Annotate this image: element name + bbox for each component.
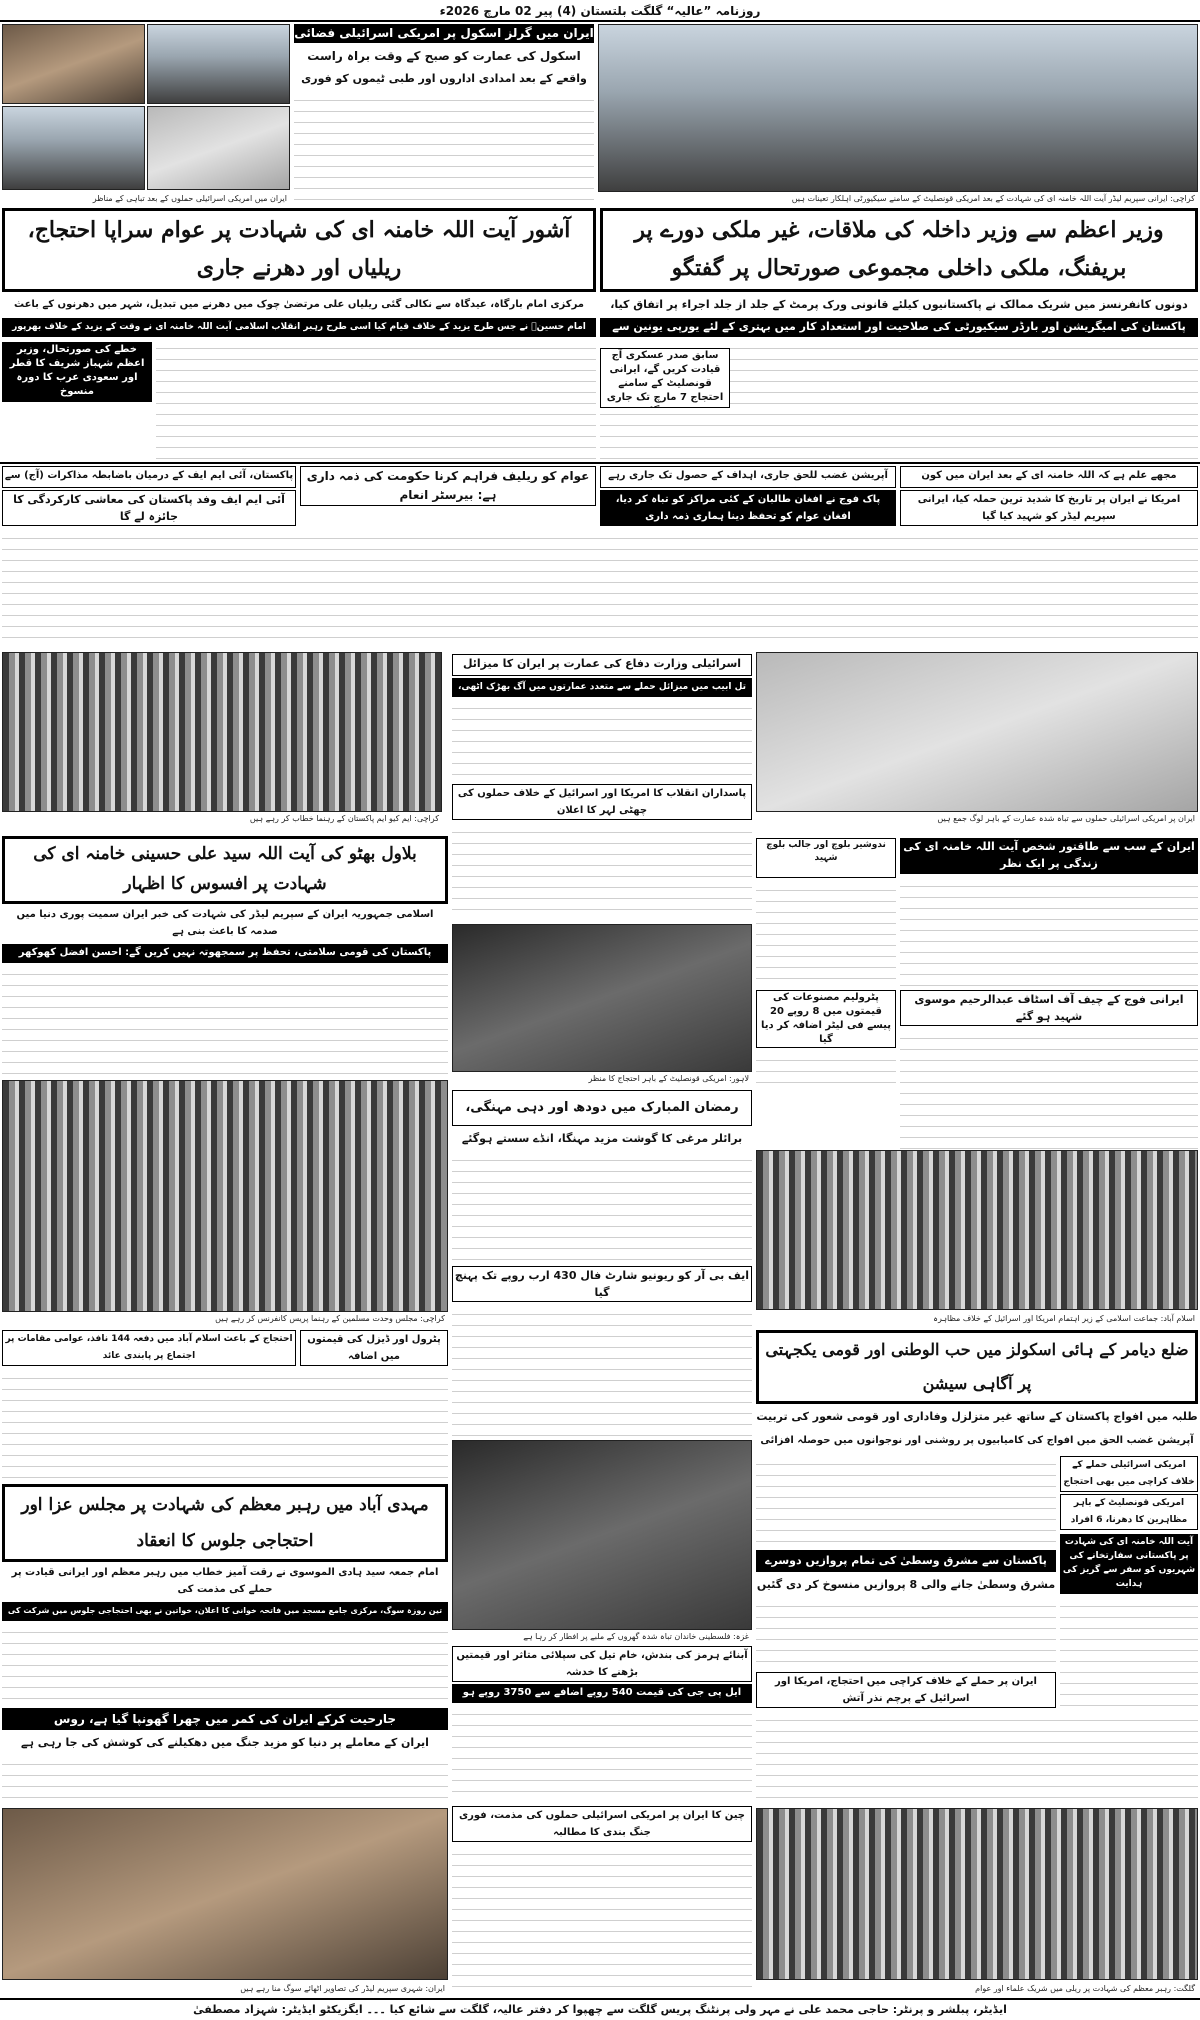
headline-operation: آپریشن غضب للحق جاری، اہداف کے حصول تک جاری رہے bbox=[600, 466, 896, 488]
box-petrol-price: پٹرولیم مصنوعات کی قیمتوں میں 8 روپے 20 پیسے فی لیٹر اضافہ کر دیا گیا bbox=[756, 990, 896, 1048]
body-bilawal bbox=[2, 966, 448, 1076]
photo-security-karachi bbox=[598, 24, 1198, 192]
subhead-interior: دونوں کانفرنسز میں شریک ممالک نے پاکستانیوں کیلئے قانونی ورک پرمٹ کے جلد از جلد اجراء پر اتفاق کیا، bbox=[610, 298, 1188, 311]
photo-gaza-iftar bbox=[452, 1440, 752, 1630]
body-row7-left bbox=[2, 1370, 448, 1480]
photo-caption-lahore: لاہور: امریکی قونصلیٹ کے باہر احتجاج کا منظر bbox=[588, 1074, 749, 1083]
photo-caption-ji: اسلام آباد: جماعت اسلامی کے زیر اہتمام امریکا اور اسرائیل کے خلاف مظاہرہ bbox=[933, 1314, 1195, 1323]
headline-karachi-flags: ایران پر حملے کے خلاف کراچی میں احتجاج، امریکا اور اسرائیل کے پرچم نذر آتش bbox=[756, 1672, 1056, 1708]
photo-caption-destroyed: ایران پر امریکی اسرائیلی حملوں سے تباہ شدہ عمارت کے باہر لوگ جمع ہیں bbox=[937, 814, 1195, 823]
headline-us-president-b: امریکا نے ایران پر تاریخ کا شدید ترین حملہ کیا، ایرانی سپریم لیڈر کو شہید کیا گیا bbox=[900, 490, 1198, 526]
photo-smoke-2 bbox=[147, 106, 290, 190]
photo-caption-left: ایران میں امریکی اسرائیلی حملوں کے بعد تباہی کے مناظر bbox=[92, 194, 287, 203]
headline-us-president: مجھے علم ہے کہ اللہ خامنہ ای کے بعد ایران میں کون bbox=[900, 466, 1198, 488]
bar-mourning: تین روزہ سوگ، مرکزی جامع مسجد میں فاتحہ خوانی کا اعلان، خواتین نے بھی احتجاجی جلوس میں شرکت کی bbox=[2, 1602, 448, 1621]
subhead-relief: واقعے کے بعد امدادی اداروں اور طبی ٹیموں کو فوری bbox=[301, 72, 587, 85]
body-diamer bbox=[756, 1456, 1056, 1546]
photo-mwm-press bbox=[2, 1080, 448, 1312]
photo-caption-mourners: ایران: شہری سپریم لیڈر کی تصاویر اٹھائے سوگ منا رہے ہیں bbox=[240, 1984, 445, 1993]
body-fbr bbox=[452, 1306, 752, 1436]
body-row3 bbox=[2, 530, 1198, 648]
headline-army-chief: ایرانی فوج کے چیف آف اسٹاف عبدالرحیم موسوی شہید ہو گئے bbox=[900, 990, 1198, 1026]
divider-row3 bbox=[0, 462, 1200, 464]
photo-gilgit-rally bbox=[756, 1808, 1198, 1980]
photo-fire bbox=[2, 24, 145, 104]
box-petrol-diesel: پٹرول اور ڈیزل کی قیمتوں میں اضافہ bbox=[300, 1330, 448, 1366]
headline-irgc-wave: پاسداران انقلاب کا امریکا اور اسرائیل کے خلاف حملوں کی چھٹی لہر کا اعلان bbox=[452, 784, 752, 820]
subhead-russia: ایران کے معاملے پر دنیا کو مزید جنگ میں دھکیلنے کی کوشش کی جا رہی ہے bbox=[21, 1736, 429, 1749]
subhead-diamer-1: طلبہ میں افواج پاکستان کے ساتھ غیر متزلزل وفاداری اور قومی شعور کی تربیت bbox=[756, 1410, 1198, 1423]
headline-china: چین کا ایران پر امریکی اسرائیلی حملوں کی مذمت، فوری جنگ بندی کا مطالبہ bbox=[452, 1806, 752, 1842]
photo-caption-mqm: کراچی: ایم کیو ایم پاکستان کے رہنما خطاب کر رہے ہیں bbox=[249, 814, 439, 823]
subhead-diamer-2: آپریشن غضب الحق میں افواج کی کامیابیوں پر روشنی اور نوجوانوں میں حوصلہ افزائی bbox=[760, 1435, 1194, 1446]
photo-destroyed-building bbox=[756, 652, 1198, 812]
subhead-protest: مرکزی امام بارگاہ، عیدگاہ سے نکالی گئی ریلیاں علی مرتضیٰ چوک میں دھرنے میں تبدیل، شہر میں دھرنوں کے باعث bbox=[13, 299, 584, 310]
body-school bbox=[294, 92, 594, 202]
body-row2-left bbox=[156, 340, 596, 460]
bar-imam-hussain: امام حسینؑ نے جس طرح یزید کے خلاف قیام کیا اسی طرح رہبر انقلاب اسلامی آیت اللہ خامنہ ای نے وقت کے یزید کے خلاف بھرپور bbox=[2, 318, 596, 337]
photo-caption-right: کراچی: ایرانی سپریم لیڈر آیت اللہ خامنہ ای کی شہادت کے بعد امریکی قونصلیٹ کے سامنے سیکیورٹی اہلکار تعینات ہیں bbox=[791, 194, 1195, 203]
body-mehdiabad bbox=[2, 1624, 448, 1704]
body-israel bbox=[452, 700, 752, 780]
headline-school-strike: ایران میں گرلز اسکول پر امریکی اسرائیلی فضائی bbox=[294, 24, 594, 43]
subhead-broiler: برائلر مرغی کا گوشت مزید مہنگا، انڈے سستے ہوگئے bbox=[461, 1132, 743, 1145]
subhead-flights: مشرق وسطیٰ جانے والی 8 پروازیں منسوخ کر دی گئیں bbox=[756, 1578, 1056, 1591]
photo-caption-mwm: کراچی: مجلس وحدت مسلمین کے رہنما پریس کانفرنس کر رہے ہیں bbox=[215, 1314, 445, 1323]
body-lpg bbox=[452, 1706, 752, 1802]
headline-milk-prices: رمضان المبارک میں دودھ اور دہی مہنگی، bbox=[452, 1090, 752, 1126]
headline-israel-ministry: اسرائیلی وزارت دفاع کی عمارت پر ایران کا میزائل bbox=[452, 654, 752, 676]
headline-section-144: احتجاج کے باعث اسلام آباد میں دفعہ 144 نافذ، عوامی مقامات پر اجتماع پر پابندی عائد bbox=[2, 1330, 296, 1366]
box-embassy-advice: آیت اللہ خامنہ ای کی شہادت پر پاکستانی سفارتخانے کی شہریوں کو سفر سے گریز کی ہدایت bbox=[1060, 1534, 1198, 1594]
headline-barrister: عوام کو ریلیف فراہم کرنا حکومت کی ذمہ داری ہے: بیرسٹر انعام bbox=[300, 466, 596, 506]
subhead-bilawal: اسلامی جمہوریہ ایران کے سپریم لیڈر کی شہادت کی خبر ایران سمیت پوری دنیا میں صدمہ کا باعث بنی ہے bbox=[16, 909, 434, 937]
box-baloch: ندوشیر بلوچ اور جالب بلوچ شہید bbox=[756, 838, 896, 878]
photo-caption-gilgit: گلگت: رہبر معظم کی شہادت پر ریلی میں شریک علماء اور عوام bbox=[975, 1984, 1195, 1993]
banner-protest: آشور آیت اللہ خامنہ ای کی شہادت پر عوام سراپا احتجاج، ریلیاں اور دھرنے جاری bbox=[2, 208, 596, 292]
masthead: روزنامہ ”عالیہ“ گلگت بلتستان (4) پیر 02 مارچ 2026ء bbox=[0, 0, 1200, 22]
body-row5-midright-2 bbox=[756, 1052, 896, 1084]
photo-lahore-protest bbox=[452, 924, 752, 1072]
body-embassy bbox=[1060, 1598, 1198, 1708]
headline-imf-b: آئی ایم ایف وفد پاکستان کی معاشی کارکردگی کا جائزہ لے گا bbox=[2, 490, 296, 526]
headline-fbr-shortfall: ایف بی آر کو ریونیو شارٹ فال 430 ارب روپے تک پہنچ گیا bbox=[452, 1266, 752, 1302]
body-army-chief bbox=[900, 1030, 1198, 1150]
headline-flights: پاکستان سے مشرق وسطیٰ کی تمام پروازیں دوسرے bbox=[756, 1550, 1056, 1572]
body-khamenei-life bbox=[900, 878, 1198, 988]
headline-russia: جارحیت کرکے ایران کی کمر میں چھرا گھونپا گیا ہے، روس bbox=[2, 1708, 448, 1730]
photo-skyline bbox=[147, 24, 290, 104]
headline-hormuz: آبنائے ہرمز کی بندش، خام تیل کی سپلائی متاثر اور قیمتیں بڑھنے کا خدشہ bbox=[452, 1646, 752, 1682]
photo-caption-gaza: غزہ: فلسطینی خاندان تباہ شدہ گھروں کے ملبے پر افطار کر رہا ہے bbox=[523, 1632, 749, 1641]
photo-smoke-1 bbox=[2, 106, 145, 190]
footer-imprint: ایڈیٹر، پبلشر و پرنٹر: حاجی محمد علی نے مہر ولی پرنٹنگ پریس گلگت سے چھپوا کر دفتر عالیہ، گلگت سے شائع کیا ۔۔۔ ایگزیکٹو ایڈیٹر: شہزاد مصطفیٰ bbox=[0, 1998, 1200, 2020]
box-consulate-sitin: امریکی قونصلیٹ کے باہر مظاہرین کا دھرنا، 6 افراد bbox=[1060, 1494, 1198, 1530]
photo-mqm-gathering bbox=[2, 652, 442, 812]
banner-interior-minister: وزیر اعظم سے وزیر داخلہ کی ملاقات، غیر ملکی دورے پر بریفنگ، ملکی داخلی مجموعی صورتحال پر گفتگو bbox=[600, 208, 1198, 292]
bar-tel-aviv: تل ابیب میں میزائل حملے سے متعدد عمارتوں میں آگ بھڑک اٹھی، bbox=[452, 678, 752, 697]
box-askari: سابق صدر عسکری آج قیادت کریں گے، ایرانی قونصلیٹ کے سامنے احتجاج 7 مارچ تک جاری bbox=[600, 348, 730, 408]
body-karachi-flags bbox=[756, 1712, 1198, 1804]
body-china bbox=[452, 1846, 752, 1994]
bar-lpg-price: ایل پی جی کی قیمت 540 روپے اضافے سے 3750 روپے ہو bbox=[452, 1684, 752, 1703]
body-prices bbox=[452, 1152, 752, 1262]
bar-immigration: پاکستان کی امیگریشن اور بارڈر سیکیورٹی کی صلاحیت اور استعداد کار میں بہتری کے لئے یورپی یونین سے bbox=[600, 318, 1198, 337]
headline-imf: پاکستان، آئی ایم ایف کے درمیان باضابطہ مذاکرات (آج) سے bbox=[2, 466, 296, 488]
body-row5-mid-top bbox=[452, 824, 752, 920]
headline-khamenei-life: ایران کے سب سے طاقتور شخص آیت اللہ خامنہ ای کی زندگی پر ایک نظر bbox=[900, 838, 1198, 874]
photo-iran-mourners bbox=[2, 1808, 448, 1980]
banner-mehdiabad: مہدی آباد میں رہبر معظم کی شہادت پر مجلس عزا اور احتجاجی جلوس کا انعقاد bbox=[2, 1484, 448, 1562]
body-row5-midright bbox=[756, 882, 896, 986]
body-flights bbox=[756, 1598, 1056, 1668]
banner-bilawal: بلاول بھٹو کی آیت اللہ سید علی حسینی خامنہ ای کی شہادت پر افسوس کا اظہار bbox=[2, 836, 448, 904]
subhead-school: اسکول کی عمارت کو صبح کے وقت براہ راست bbox=[307, 49, 581, 63]
bar-ahsan-khokhar: پاکستان کی قومی سلامتی، تحفظ پر سمجھوتہ نہیں کریں گے: احسن افضل کھوکھر bbox=[2, 944, 448, 963]
box-pm-visit: خطے کی صورتحال، وزیر اعظم شہباز شریف کا قطر اور سعودی عرب کا دورہ منسوخ bbox=[2, 342, 152, 402]
banner-diamer-session: ضلع دیامر کے ہائی اسکولز میں حب الوطنی اور قومی یکجہتی پر آگاہی سیشن bbox=[756, 1330, 1198, 1404]
body-russia bbox=[2, 1756, 448, 1806]
box-karachi-protest: امریکی اسرائیلی حملے کے خلاف کراچی میں بھی احتجاج bbox=[1060, 1456, 1198, 1492]
subhead-mehdiabad: امام جمعہ سید ہادی الموسوی نے رقت آمیز خطاب میں رہبر معظم اور ایرانی قیادت پر حملے کی مذمت کی bbox=[11, 1567, 439, 1595]
photo-ji-rally bbox=[756, 1150, 1198, 1310]
headline-operation-b: پاک فوج نے افغان طالبان کے کئی مراکز کو تباہ کر دیا، افغان عوام کو تحفظ دینا ہماری ذمہ داری bbox=[600, 490, 896, 526]
